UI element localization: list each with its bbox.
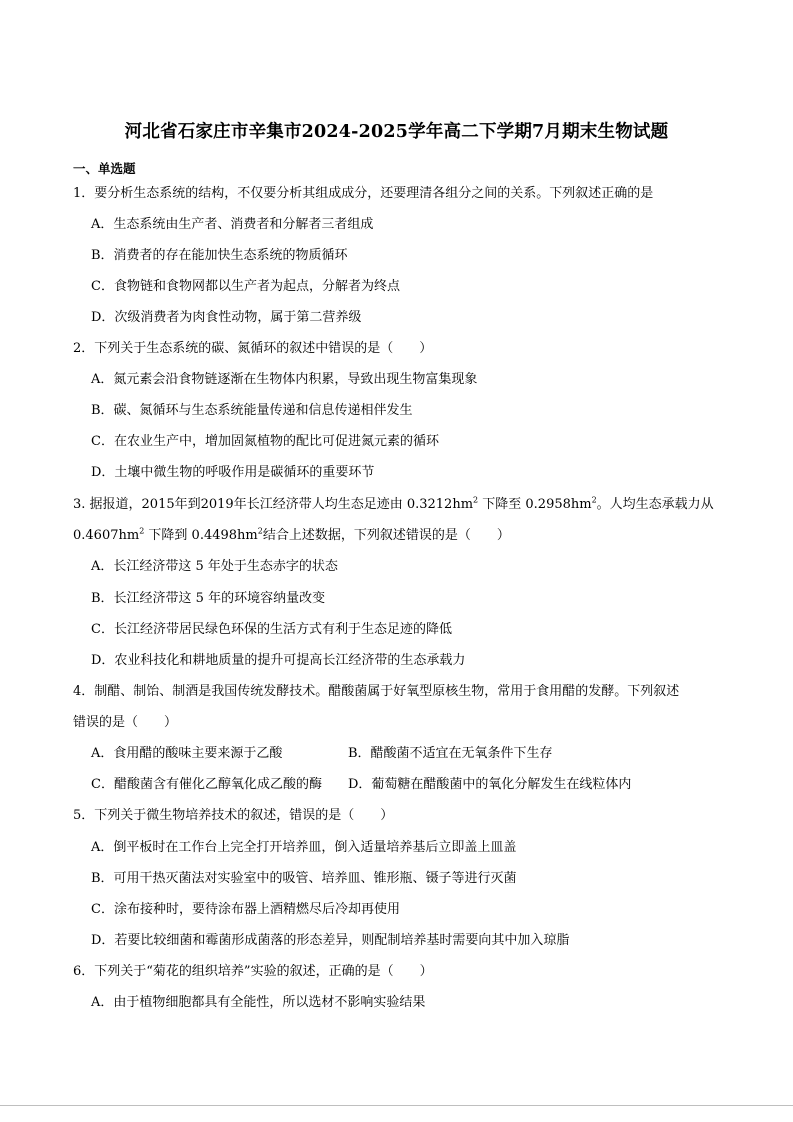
question-3-option-d: D．农业科技化和耕地质量的提升可提高长江经济带的生态承载力: [91, 653, 466, 668]
question-2-option-b: B．碳、氮循环与生态系统能量传递和信息传递相伴发生: [91, 403, 413, 418]
question-2-option-c: C．在农业生产中，增加固氮植物的配比可促进氮元素的循环: [91, 434, 439, 449]
question-2-option-a: A．氮元素会沿食物链逐渐在生物体内积累，导致出现生物富集现象: [91, 372, 478, 387]
question-1-option-c: C．食物链和食物网都以生产者为起点，分解者为终点: [91, 279, 400, 294]
question-3-option-a: A．长江经济带这 5 年处于生态赤字的状态: [91, 559, 338, 574]
stem-text: 0.4607hm: [73, 528, 140, 543]
stem-text: 结合上述数据，下列叙述错误的是（ ）: [262, 528, 510, 543]
question-4-option-b: B．醋酸菌不适宜在无氧条件下生存: [348, 746, 553, 761]
superscript: 2: [257, 526, 263, 536]
question-5-option-d: D．若要比较细菌和霉菌形成菌落的形态差异，则配制培养基时需要向其中加入琼脂: [91, 933, 570, 948]
question-4-option-d: D．葡萄糖在醋酸菌中的氧化分解发生在线粒体内: [348, 777, 632, 792]
superscript: 2: [473, 495, 479, 505]
question-1-option-d: D．次级消费者为肉食性动物，属于第二营养级: [91, 310, 362, 325]
question-2-stem: 2．下列关于生态系统的碳、氮循环的叙述中错误的是（ ）: [73, 341, 433, 356]
question-3-option-c: C．长江经济带居民绿色环保的生活方式有利于生态足迹的降低: [91, 622, 452, 637]
page-bottom-divider: [0, 1105, 793, 1106]
stem-text: 下降至 0.2958hm: [478, 497, 592, 512]
question-3-stem-line-2: [73, 528, 510, 544]
question-1-option-a: A．生态系统由生产者、消费者和分解者三者组成: [91, 217, 374, 232]
question-4-option-c: C．醋酸菌含有催化乙醇氧化成乙酸的酶: [91, 777, 322, 792]
question-6-option-a: A．由于植物细胞都具有全能性，所以选材不影响实验结果: [91, 995, 426, 1010]
stem-text: 下降到 0.4498hm: [144, 528, 258, 543]
question-1-stem: 1．要分析生态系统的结构，不仅要分析其组成成分，还要理清各组分之间的关系。下列叙述正确的是: [73, 186, 654, 201]
page-title: 河北省石家庄市辛集市2024-2025学年高二下学期7月期末生物试题: [124, 122, 669, 142]
question-5-option-a: A．倒平板时在工作台上完全打开培养皿，倒入适量培养基后立即盖上皿盖: [91, 840, 517, 855]
question-1-option-b: B．消费者的存在能加快生态系统的物质循环: [91, 248, 348, 263]
superscript: 2: [139, 526, 145, 536]
question-3-option-b: B．长江经济带这 5 年的环境容纳量改变: [91, 591, 326, 606]
question-4-stem-line-1: 4．制醋、制饴、制酒是我国传统发酵技术。醋酸菌属于好氧型原核生物，常用于食用醋的发酵。下列叙述: [73, 684, 680, 699]
stem-text: 。人均生态承载力从: [596, 497, 714, 512]
question-5-option-c: C．涂布接种时，要待涂布器上酒精燃尽后冷却再使用: [91, 902, 400, 917]
superscript: 2: [591, 495, 597, 505]
section-heading: 一、单选题: [73, 161, 136, 176]
question-5-stem: 5．下列关于微生物培养技术的叙述，错误的是（ ）: [73, 808, 394, 823]
question-6-stem: 6．下列关于“菊花的组织培养”实验的叙述，正确的是（ ）: [73, 964, 433, 979]
question-2-option-d: D．土壤中微生物的呼吸作用是碳循环的重要环节: [91, 465, 375, 480]
question-4-stem-line-2: 错误的是（ ）: [73, 715, 178, 730]
question-3-stem-line-1: [73, 497, 714, 513]
question-4-option-a: A．食用醋的酸味主要来源于乙酸: [91, 746, 283, 761]
question-5-option-b: B．可用干热灭菌法对实验室中的吸管、培养皿、锥形瓶、镊子等进行灭菌: [91, 871, 517, 886]
stem-text: 3. 据报道，2015年到2019年长江经济带人均生态足迹由 0.3212hm: [73, 497, 474, 512]
